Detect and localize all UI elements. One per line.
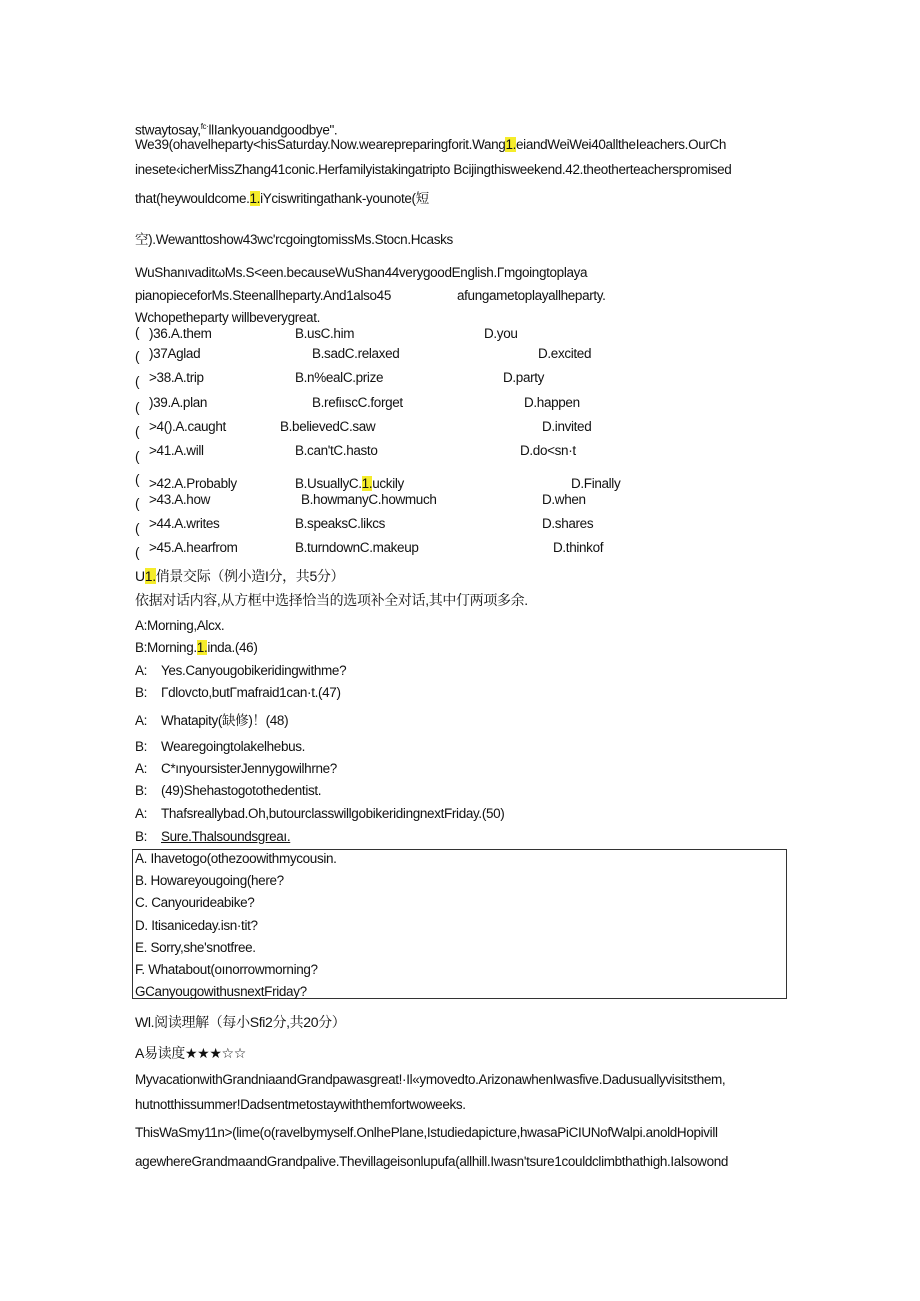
option-d: D.excited <box>538 346 592 361</box>
option-bc: B.usC.him <box>295 326 355 341</box>
section-5-instruction: 依据对话内容,从方框中选择恰当的选项补全对话,其中仃两项多余. <box>135 592 528 608</box>
blank-paren: ( <box>135 496 140 511</box>
option-a: >41.A.will <box>149 443 204 458</box>
dialogue-line: A: Thafsreallybad.Oh,butourclasswillgobikeridingnextFriday.(50) <box>135 806 505 821</box>
blank-paren: ( <box>135 325 140 340</box>
reading-line: hutnotthissummer!Dadsentmetostaywiththemfortwoweeks. <box>135 1097 466 1112</box>
passage-line-1: stwaytosay,$^{fc\cdot}$llIankyouandgoodbye". <box>135 122 338 138</box>
dialogue-line: A: Whatapity(缺修)！(48) <box>135 713 289 728</box>
highlight-mark: 1. <box>196 640 208 655</box>
dialogue-line: B: Γdlovcto,butΓmafraid1can·t.(47) <box>135 685 341 700</box>
option-a: >4().A.caught <box>149 419 226 434</box>
blank-paren: ( <box>135 400 140 415</box>
option-a: )36.A.them <box>149 326 212 341</box>
option-bc: B.n%ealC.prize <box>295 370 384 385</box>
box-option: E. Sorry,she'snotfree. <box>135 940 256 955</box>
highlight-mark: 1. <box>144 568 156 584</box>
option-bc: B.can'tC.hasto <box>295 443 378 458</box>
option-a: >42.A.Probably <box>149 476 237 491</box>
option-a: >43.A.how <box>149 492 211 507</box>
option-a: >38.A.trip <box>149 370 204 385</box>
option-bc: B.UsuallyC.1.uckily <box>295 476 404 491</box>
reading-line: agewhereGrandmaandGrandpalive.Thevillageisonlupufa(allhill.Iwasn'tsure1couldclimbthathigh.Ialsowond <box>135 1154 729 1169</box>
option-bc: B.howmanyC.howmuch <box>301 492 437 507</box>
option-bc: B.speaksC.likcs <box>295 516 386 531</box>
dialogue-line: B: Wearegoingtolakelhebus. <box>135 739 306 754</box>
option-d: D.Finally <box>571 476 621 491</box>
dialogue-line: B: (49)Shehastogotothedentist. <box>135 783 322 798</box>
passage-line-5: 空).Wewanttoshow43wc'rcgoingtomissMs.Stocn.Hcasks <box>135 232 453 247</box>
blank-paren: ( <box>135 424 140 439</box>
blank-paren: ( <box>135 545 140 560</box>
blank-paren: ( <box>135 521 140 536</box>
passage-line-8: Wchopetheparty willbeverygreat. <box>135 310 320 325</box>
box-option: F. Whatabout(oınorrowmorning? <box>135 962 318 977</box>
dialogue-line: A: C*ınyoursisterJennygowilhrne? <box>135 761 337 776</box>
option-bc: B.believedC.saw <box>280 419 376 434</box>
passage-line-1-sup: fc· <box>200 122 209 131</box>
blank-paren: ( <box>135 349 140 364</box>
section-5-title: U1.俏景交际（例小造Ι分，共5分） <box>135 568 345 584</box>
blank-paren: ( <box>135 472 140 487</box>
highlight-mark: 1. <box>505 137 517 152</box>
box-option: B. Howareyougoing(here? <box>135 873 284 888</box>
option-d: D.when <box>542 492 586 507</box>
option-bc: B.sadC.relaxed <box>312 346 400 361</box>
option-a: >44.A.writes <box>149 516 220 531</box>
passage-line-4: that(heywouldcome.1.iYciswritingathank-younote(短 <box>135 191 429 206</box>
option-d: D.do<sn·t <box>520 443 576 458</box>
highlight-mark: 1. <box>249 191 261 206</box>
dialogue-line: B: Sure.Thalsoundsgreaı. <box>135 829 291 844</box>
option-a: )39.A.plan <box>149 395 208 410</box>
section-6-title: Wl.阅读理解（每小Sfi2分,共20分） <box>135 1014 346 1030</box>
option-bc: B.refiıscC.forget <box>312 395 403 410</box>
dialogue-line: B:Morning.1.inda.(46) <box>135 640 258 655</box>
box-option: GCanyougowithusnextFriday? <box>135 984 307 999</box>
passage-line-6: WuShanıvaditωMs.S<een.becauseWuShan44verygoodEnglish.Γmgoingtoplaya <box>135 265 588 280</box>
option-d: D.happen <box>524 395 580 410</box>
option-d: D.invited <box>542 419 592 434</box>
blank-paren: ( <box>135 374 140 389</box>
reading-line: ThisWaSmy11n>(lime(o(ravelbymyself.OnlhePlane,Istudiedapicture,hwasaPiCIUNofWalpi.anoldHopivill <box>135 1125 718 1140</box>
option-a: )37Aglad <box>149 346 201 361</box>
box-option: A. Ihavetogo(othezoowithmycousin. <box>135 851 337 866</box>
passage-line-2: We39(ohavelheparty<hisSaturday.Now.wearepreparingforit.Wang1.eiandWeiWei40alltheIeachers.OurCh <box>135 137 727 152</box>
passage-line-3: inesete‹icherMissZhang41conic.Herfamilyistakingatripto Bcijingthisweekend.42.theotherteacherspromised <box>135 162 732 177</box>
passage-a-difficulty: A易读度★★★☆☆ <box>135 1045 246 1061</box>
highlight-mark: 1. <box>361 476 373 491</box>
option-d: D.thinkof <box>553 540 604 555</box>
box-option: D. Itisaniceday.isn·tit? <box>135 918 258 933</box>
dialogue-line: A:Morning,Alcx. <box>135 618 225 633</box>
box-option: C. Canyourideabike? <box>135 895 255 910</box>
option-a: >45.A.hearfrom <box>149 540 238 555</box>
option-bc: B.turndownC.makeup <box>295 540 419 555</box>
option-d: D.party <box>503 370 545 385</box>
reading-line: MyvacationwithGrandniaandGrandpawasgreat!·Il«ymovedto.ArizonawhenIwasfive.Dadusuallyvisitsthem, <box>135 1072 726 1087</box>
passage-line-7: pianopieceforMs.Steenallheparty.And1also45 afungametoplayallheparty. <box>135 288 606 303</box>
blank-paren: ( <box>135 449 140 464</box>
option-d: D.you <box>484 326 518 341</box>
option-d: D.shares <box>542 516 594 531</box>
dialogue-line: A: Yes.Canyougobikeridingwithme? <box>135 663 347 678</box>
